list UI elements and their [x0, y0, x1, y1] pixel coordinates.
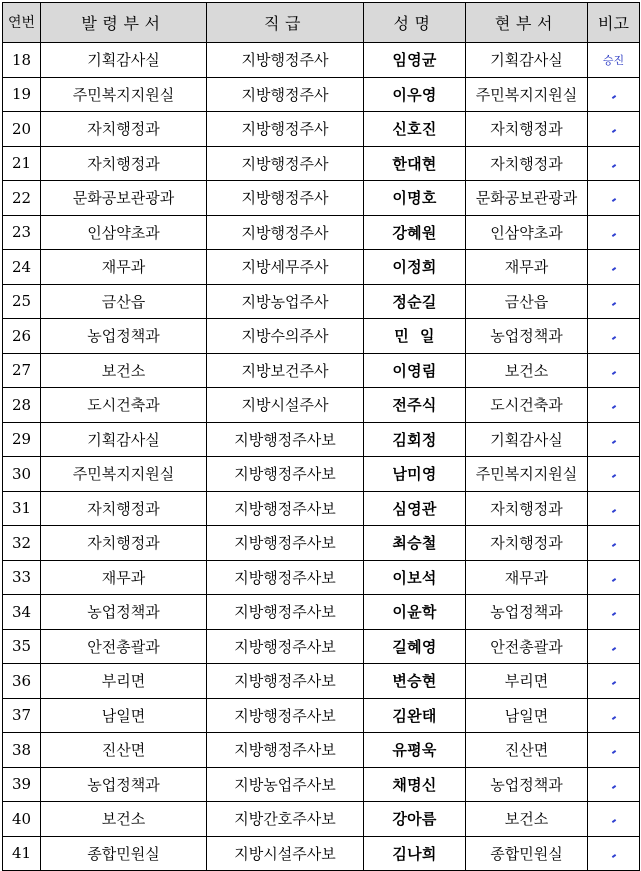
current-department-cell: 재무과: [466, 560, 588, 595]
grade-cell: 지방행정주사보: [207, 560, 364, 595]
row-number-cell: 33: [3, 560, 41, 595]
current-department-cell: 보건소: [466, 802, 588, 837]
row-number-cell: 36: [3, 664, 41, 699]
personnel-table-sheet: [2, 2, 639, 871]
header-current-department: 현부서: [466, 3, 588, 43]
name-cell: 정순길: [364, 284, 466, 319]
row-number-cell: 31: [3, 491, 41, 526]
note-cell: [588, 215, 640, 250]
from-department-cell: 남일면: [41, 698, 207, 733]
name-cell: 이영림: [364, 353, 466, 388]
note-cell: [588, 560, 640, 595]
ditto-mark-icon: [611, 474, 615, 478]
row-number-cell: 38: [3, 733, 41, 768]
row-number-cell: 29: [3, 422, 41, 457]
table-row: [3, 181, 640, 216]
from-department-cell: 기획감사실: [41, 43, 207, 78]
grade-cell: 지방행정주사보: [207, 698, 364, 733]
grade-cell: 지방행정주사보: [207, 733, 364, 768]
grade-cell: 지방시설주사보: [207, 836, 364, 871]
from-department-cell: 보건소: [41, 353, 207, 388]
note-cell: [588, 629, 640, 664]
name-cell: 이정희: [364, 250, 466, 285]
current-department-cell: 종합민원실: [466, 836, 588, 871]
current-department-cell: 주민복지지원실: [466, 77, 588, 112]
note-cell: [588, 250, 640, 285]
from-department-cell: 종합민원실: [41, 836, 207, 871]
ditto-mark-icon: [611, 854, 615, 858]
table-row: [3, 767, 640, 802]
from-department-cell: 도시건축과: [41, 388, 207, 423]
header-note: 비고: [588, 3, 640, 43]
name-cell: 이우영: [364, 77, 466, 112]
ditto-mark-icon: [611, 371, 615, 375]
ditto-mark-icon: [611, 612, 615, 616]
table-row: [3, 560, 640, 595]
header-name: 성명: [364, 3, 466, 43]
ditto-mark-icon: [611, 233, 615, 237]
from-department-cell: 보건소: [41, 802, 207, 837]
current-department-cell: 진산면: [466, 733, 588, 768]
table-row: [3, 388, 640, 423]
ditto-mark-icon: [611, 440, 615, 444]
current-department-cell: 농업정책과: [466, 319, 588, 354]
note-cell: [588, 595, 640, 630]
ditto-mark-icon: [611, 543, 615, 547]
note-cell: [588, 112, 640, 147]
table-row: [3, 353, 640, 388]
header-number: 연번: [3, 3, 41, 43]
note-cell: [588, 836, 640, 871]
name-cell: 임영균: [364, 43, 466, 78]
current-department-cell: 기획감사실: [466, 422, 588, 457]
note-cell: [588, 664, 640, 699]
ditto-mark-icon: [611, 336, 615, 340]
ditto-mark-icon: [611, 578, 615, 582]
name-cell: 이보석: [364, 560, 466, 595]
name-cell: 강혜원: [364, 215, 466, 250]
from-department-cell: 자치행정과: [41, 112, 207, 147]
note-cell: [588, 733, 640, 768]
name-cell: 남미영: [364, 457, 466, 492]
table-row: [3, 43, 640, 78]
current-department-cell: 재무과: [466, 250, 588, 285]
from-department-cell: 인삼약초과: [41, 215, 207, 250]
ditto-mark-icon: [611, 750, 615, 754]
from-department-cell: 재무과: [41, 250, 207, 285]
grade-cell: 지방세무주사: [207, 250, 364, 285]
note-cell: [588, 319, 640, 354]
name-cell: 한대현: [364, 146, 466, 181]
note-cell: [588, 802, 640, 837]
name-cell: 전주식: [364, 388, 466, 423]
table-row: [3, 595, 640, 630]
table-header-row: [3, 3, 640, 43]
name-cell: 민 일: [364, 319, 466, 354]
from-department-cell: 농업정책과: [41, 767, 207, 802]
row-number-cell: 30: [3, 457, 41, 492]
current-department-cell: 농업정책과: [466, 767, 588, 802]
note-cell: [588, 491, 640, 526]
grade-cell: 지방행정주사: [207, 43, 364, 78]
ditto-mark-icon: [611, 198, 615, 202]
table-row: [3, 629, 640, 664]
name-cell: 김완태: [364, 698, 466, 733]
table-row: [3, 733, 640, 768]
table-row: [3, 250, 640, 285]
row-number-cell: 24: [3, 250, 41, 285]
grade-cell: 지방행정주사보: [207, 422, 364, 457]
name-cell: 심영관: [364, 491, 466, 526]
table-row: [3, 284, 640, 319]
row-number-cell: 34: [3, 595, 41, 630]
name-cell: 이명호: [364, 181, 466, 216]
from-department-cell: 농업정책과: [41, 595, 207, 630]
current-department-cell: 금산읍: [466, 284, 588, 319]
note-cell: [588, 353, 640, 388]
current-department-cell: 자치행정과: [466, 146, 588, 181]
row-number-cell: 35: [3, 629, 41, 664]
row-number-cell: 40: [3, 802, 41, 837]
current-department-cell: 보건소: [466, 353, 588, 388]
ditto-mark-icon: [611, 405, 615, 409]
current-department-cell: 주민복지지원실: [466, 457, 588, 492]
from-department-cell: 안전총괄과: [41, 629, 207, 664]
row-number-cell: 18: [3, 43, 41, 78]
current-department-cell: 농업정책과: [466, 595, 588, 630]
grade-cell: 지방행정주사: [207, 215, 364, 250]
note-cell: [588, 181, 640, 216]
header-grade: 직급: [207, 3, 364, 43]
row-number-cell: 32: [3, 526, 41, 561]
grade-cell: 지방행정주사: [207, 181, 364, 216]
current-department-cell: 기획감사실: [466, 43, 588, 78]
grade-cell: 지방수의주사: [207, 319, 364, 354]
row-number-cell: 20: [3, 112, 41, 147]
ditto-mark-icon: [611, 819, 615, 823]
row-number-cell: 39: [3, 767, 41, 802]
grade-cell: 지방행정주사보: [207, 595, 364, 630]
ditto-mark-icon: [611, 716, 615, 720]
name-cell: 변승현: [364, 664, 466, 699]
current-department-cell: 안전총괄과: [466, 629, 588, 664]
name-cell: 길혜영: [364, 629, 466, 664]
grade-cell: 지방행정주사보: [207, 457, 364, 492]
header-from-department: 발령부서: [41, 3, 207, 43]
grade-cell: 지방간호주사보: [207, 802, 364, 837]
from-department-cell: 자치행정과: [41, 491, 207, 526]
table-row: [3, 457, 640, 492]
ditto-mark-icon: [611, 647, 615, 651]
current-department-cell: 부리면: [466, 664, 588, 699]
grade-cell: 지방행정주사: [207, 146, 364, 181]
ditto-mark-icon: [611, 267, 615, 271]
from-department-cell: 부리면: [41, 664, 207, 699]
current-department-cell: 문화공보관광과: [466, 181, 588, 216]
ditto-mark-icon: [611, 681, 615, 685]
current-department-cell: 남일면: [466, 698, 588, 733]
grade-cell: 지방행정주사보: [207, 664, 364, 699]
table-row: [3, 215, 640, 250]
note-cell: [588, 146, 640, 181]
grade-cell: 지방행정주사보: [207, 491, 364, 526]
name-cell: 신호진: [364, 112, 466, 147]
from-department-cell: 자치행정과: [41, 146, 207, 181]
note-cell: [588, 422, 640, 457]
from-department-cell: 주민복지지원실: [41, 457, 207, 492]
row-number-cell: 19: [3, 77, 41, 112]
row-number-cell: 22: [3, 181, 41, 216]
table-row: [3, 319, 640, 354]
table-row: [3, 664, 640, 699]
row-number-cell: 25: [3, 284, 41, 319]
row-number-cell: 28: [3, 388, 41, 423]
table-row: [3, 836, 640, 871]
from-department-cell: 농업정책과: [41, 319, 207, 354]
from-department-cell: 자치행정과: [41, 526, 207, 561]
name-cell: 최승철: [364, 526, 466, 561]
row-number-cell: 27: [3, 353, 41, 388]
ditto-mark-icon: [611, 785, 615, 789]
note-cell: 승진: [588, 43, 640, 78]
current-department-cell: 자치행정과: [466, 112, 588, 147]
table-row: [3, 422, 640, 457]
ditto-mark-icon: [611, 95, 615, 99]
note-cell: [588, 698, 640, 733]
from-department-cell: 문화공보관광과: [41, 181, 207, 216]
note-cell: [588, 526, 640, 561]
personnel-appointment-table: [2, 2, 640, 871]
table-row: [3, 491, 640, 526]
table-row: [3, 112, 640, 147]
from-department-cell: 기획감사실: [41, 422, 207, 457]
table-row: [3, 146, 640, 181]
name-cell: 채명신: [364, 767, 466, 802]
grade-cell: 지방행정주사보: [207, 629, 364, 664]
note-cell: [588, 77, 640, 112]
grade-cell: 지방행정주사: [207, 77, 364, 112]
row-number-cell: 23: [3, 215, 41, 250]
table-row: [3, 526, 640, 561]
from-department-cell: 주민복지지원실: [41, 77, 207, 112]
from-department-cell: 재무과: [41, 560, 207, 595]
note-cell: [588, 388, 640, 423]
note-cell: [588, 284, 640, 319]
ditto-mark-icon: [611, 164, 615, 168]
from-department-cell: 진산면: [41, 733, 207, 768]
table-row: [3, 77, 640, 112]
current-department-cell: 자치행정과: [466, 491, 588, 526]
grade-cell: 지방보건주사: [207, 353, 364, 388]
grade-cell: 지방행정주사보: [207, 526, 364, 561]
grade-cell: 지방농업주사: [207, 284, 364, 319]
from-department-cell: 금산읍: [41, 284, 207, 319]
grade-cell: 지방행정주사: [207, 112, 364, 147]
ditto-mark-icon: [611, 302, 615, 306]
row-number-cell: 26: [3, 319, 41, 354]
grade-cell: 지방시설주사: [207, 388, 364, 423]
note-cell: [588, 767, 640, 802]
ditto-mark-icon: [611, 129, 615, 133]
current-department-cell: 자치행정과: [466, 526, 588, 561]
grade-cell: 지방농업주사보: [207, 767, 364, 802]
name-cell: 유평욱: [364, 733, 466, 768]
ditto-mark-icon: [611, 509, 615, 513]
name-cell: 김나희: [364, 836, 466, 871]
note-cell: [588, 457, 640, 492]
name-cell: 김회정: [364, 422, 466, 457]
name-cell: 강아름: [364, 802, 466, 837]
row-number-cell: 41: [3, 836, 41, 871]
current-department-cell: 인삼약초과: [466, 215, 588, 250]
name-cell: 이윤학: [364, 595, 466, 630]
table-row: [3, 802, 640, 837]
current-department-cell: 도시건축과: [466, 388, 588, 423]
row-number-cell: 37: [3, 698, 41, 733]
row-number-cell: 21: [3, 146, 41, 181]
table-row: [3, 698, 640, 733]
